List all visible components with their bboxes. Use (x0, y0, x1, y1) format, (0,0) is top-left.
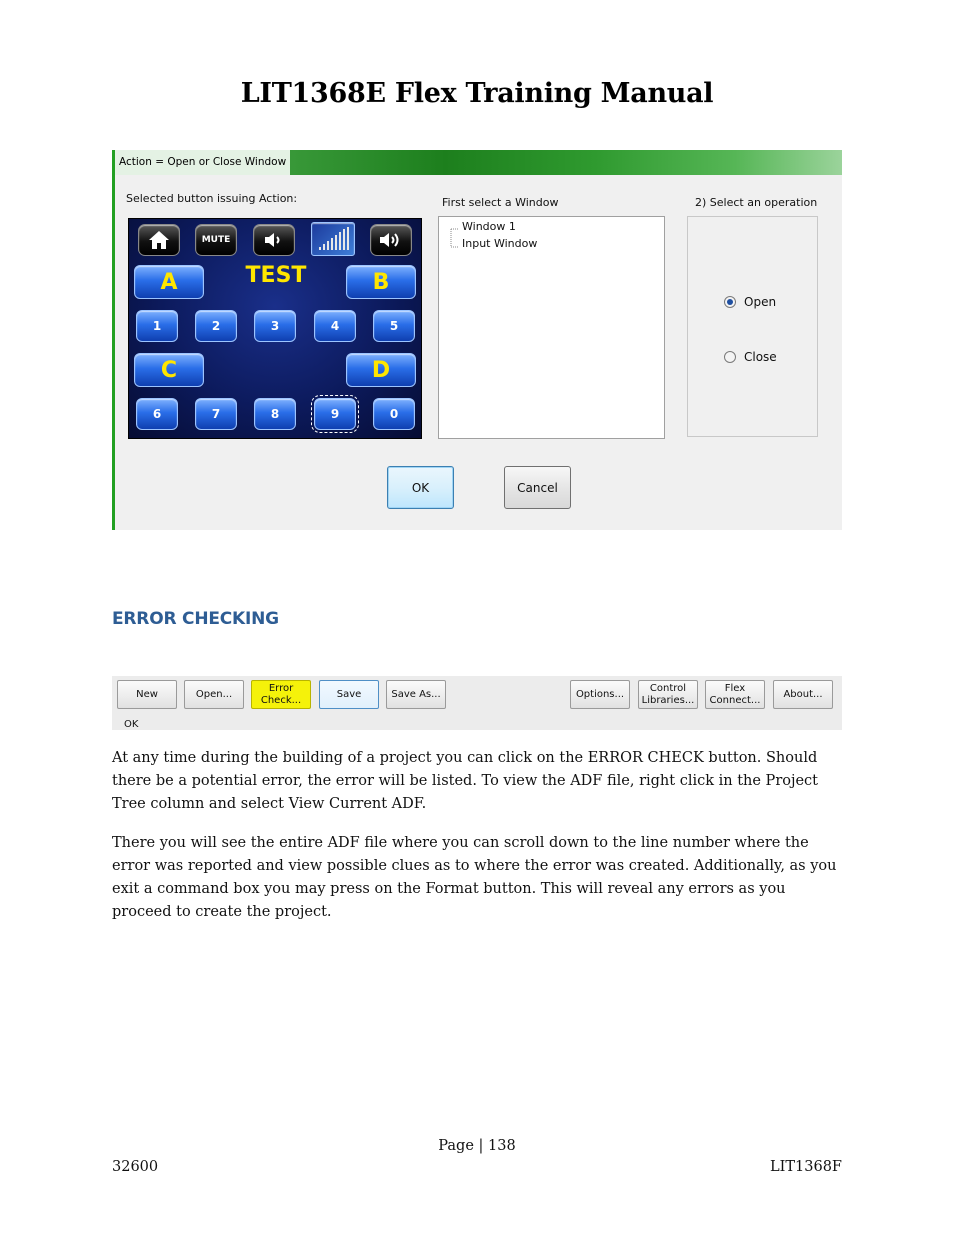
toolbar-status-text: OK (124, 719, 139, 730)
section-heading: ERROR CHECKING (112, 609, 279, 629)
remote-button-c[interactable]: C (134, 353, 204, 387)
remote-digit-5[interactable]: 5 (373, 310, 415, 342)
toolbar-screenshot (112, 676, 842, 730)
action-dialog (112, 150, 842, 530)
home-button[interactable] (138, 224, 180, 256)
selected-button-label: Selected button issuing Action: (126, 192, 298, 205)
operation-group (687, 216, 818, 437)
radio-unselected-icon (724, 351, 736, 363)
volume-level-button[interactable] (311, 222, 355, 256)
home-icon (148, 230, 170, 250)
paragraph-adf-file: There you will see the entire ADF file where you can scroll down to the line number where the error was reported and view possible clues as to where the error was created. Additionally, as you exit a command box you may press on the Format button. This will reveal any errors as you proceed to create the project. (112, 835, 837, 920)
operation-label: 2) Select an operation (695, 196, 818, 209)
operation-open-label: Open (744, 295, 777, 309)
cancel-button[interactable]: Cancel (504, 466, 571, 509)
remote-digit-3[interactable]: 3 (254, 310, 296, 342)
remote-button-d[interactable]: D (346, 353, 416, 387)
remote-digit-4[interactable]: 4 (314, 310, 356, 342)
open-button[interactable]: Open... (184, 680, 244, 709)
window-item-window-1[interactable]: Window 1 (462, 220, 516, 233)
about-button[interactable]: About... (773, 680, 833, 709)
remote-button-a[interactable]: A (134, 265, 204, 299)
remote-digit-1[interactable]: 1 (136, 310, 178, 342)
remote-digit-6[interactable]: 6 (136, 398, 178, 430)
tree-lines-icon (449, 225, 461, 255)
paragraph-error-check: At any time during the building of a project you can click on the ERROR CHECK button. Should there be a potential error, the error will be listed. To view the ADF file, right click in the Project Tree column and select View Current ADF. (112, 750, 819, 812)
remote-preview (128, 218, 422, 439)
operation-open[interactable] (724, 295, 776, 309)
operation-close[interactable] (724, 350, 777, 364)
volume-down-icon (263, 231, 285, 249)
save-as-button[interactable]: Save As... (386, 680, 446, 709)
remote-digit-8[interactable]: 8 (254, 398, 296, 430)
volume-down-button[interactable] (253, 224, 295, 256)
dialog-title: Action = Open or Close Window (115, 150, 290, 175)
document-title: LIT1368E Flex Training Manual (240, 78, 714, 109)
volume-level-icon (315, 226, 351, 252)
window-item-input-window[interactable]: Input Window (462, 237, 538, 250)
ok-button[interactable]: OK (387, 466, 454, 509)
radio-selected-icon (724, 296, 736, 308)
remote-digit-2[interactable]: 2 (195, 310, 237, 342)
remote-button-b[interactable]: B (346, 265, 416, 299)
window-list-label: First select a Window (442, 196, 559, 209)
operation-close-label: Close (744, 350, 777, 364)
error-check-button[interactable]: Error Check... (251, 680, 311, 709)
new-button[interactable]: New (117, 680, 177, 709)
volume-up-icon (378, 230, 404, 250)
page-number: Page | 138 (438, 1138, 516, 1154)
mute-button[interactable]: MUTE (195, 224, 237, 256)
footer-left-code: 32600 (112, 1159, 159, 1175)
dialog-titlebar (115, 150, 842, 175)
save-button[interactable]: Save (319, 680, 379, 709)
remote-digit-0[interactable]: 0 (373, 398, 415, 430)
remote-digit-7[interactable]: 7 (195, 398, 237, 430)
control-libraries-button[interactable]: Control Libraries... (638, 680, 698, 709)
flex-connect-button[interactable]: Flex Connect... (705, 680, 765, 709)
volume-up-button[interactable] (370, 224, 412, 256)
footer-right-code: LIT1368F (770, 1159, 842, 1175)
remote-test-label: TEST (245, 263, 307, 288)
remote-digit-9-selected[interactable]: 9 (314, 398, 356, 430)
options-button[interactable]: Options... (570, 680, 630, 709)
window-list[interactable] (438, 216, 665, 439)
